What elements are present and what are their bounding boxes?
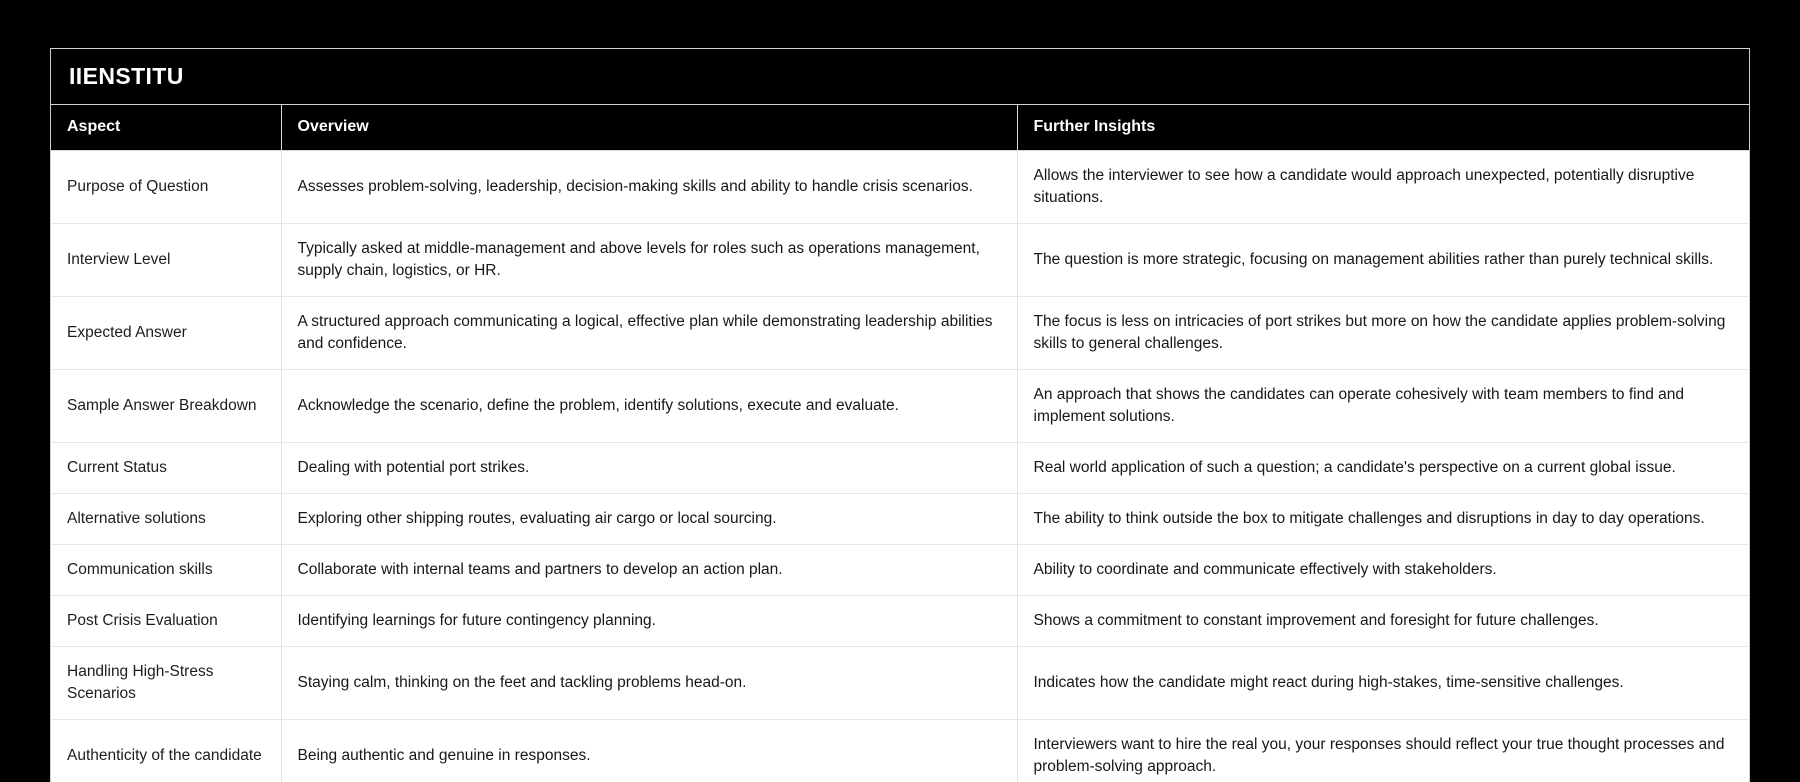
table-row <box>51 443 1749 494</box>
table-body <box>51 151 1749 782</box>
cell-insights: Allows the interviewer to see how a candidate would approach unexpected, potentially disruptive situations. <box>1017 151 1749 224</box>
brand-header <box>51 49 1749 105</box>
cell-overview: Exploring other shipping routes, evaluating air cargo or local sourcing. <box>281 494 1017 545</box>
cell-overview: Assesses problem-solving, leadership, decision-making skills and ability to handle crisis scenarios. <box>281 151 1017 224</box>
cell-insights: The focus is less on intricacies of port strikes but more on how the candidate applies problem-solving skills to general challenges. <box>1017 297 1749 370</box>
cell-aspect: Alternative solutions <box>51 494 281 545</box>
cell-overview: Being authentic and genuine in responses. <box>281 720 1017 782</box>
cell-aspect: Purpose of Question <box>51 151 281 224</box>
table-row <box>51 596 1749 647</box>
cell-overview: Dealing with potential port strikes. <box>281 443 1017 494</box>
cell-overview: Typically asked at middle-management and above levels for roles such as operations management, supply chain, logistics, or HR. <box>281 224 1017 297</box>
cell-overview: A structured approach communicating a logical, effective plan while demonstrating leadership abilities and confidence. <box>281 297 1017 370</box>
cell-insights: The question is more strategic, focusing on management abilities rather than purely technical skills. <box>1017 224 1749 297</box>
cell-overview: Staying calm, thinking on the feet and tackling problems head-on. <box>281 647 1017 720</box>
table-row <box>51 297 1749 370</box>
table-row <box>51 545 1749 596</box>
column-header-aspect: Aspect <box>51 105 281 151</box>
cell-insights: Indicates how the candidate might react during high-stakes, time-sensitive challenges. <box>1017 647 1749 720</box>
table-row <box>51 370 1749 443</box>
cell-aspect: Interview Level <box>51 224 281 297</box>
cell-aspect: Authenticity of the candidate <box>51 720 281 782</box>
cell-overview: Collaborate with internal teams and partners to develop an action plan. <box>281 545 1017 596</box>
cell-overview: Acknowledge the scenario, define the problem, identify solutions, execute and evaluate. <box>281 370 1017 443</box>
table-row <box>51 720 1749 782</box>
cell-aspect: Communication skills <box>51 545 281 596</box>
table-row <box>51 151 1749 224</box>
cell-insights: Ability to coordinate and communicate effectively with stakeholders. <box>1017 545 1749 596</box>
info-table-card <box>50 48 1750 782</box>
aspects-table <box>51 105 1749 782</box>
table-header-row <box>51 105 1749 151</box>
cell-aspect: Handling High-Stress Scenarios <box>51 647 281 720</box>
cell-aspect: Post Crisis Evaluation <box>51 596 281 647</box>
cell-aspect: Current Status <box>51 443 281 494</box>
column-header-overview: Overview <box>281 105 1017 151</box>
cell-insights: The ability to think outside the box to mitigate challenges and disruptions in day to day operations. <box>1017 494 1749 545</box>
cell-insights: Shows a commitment to constant improvement and foresight for future challenges. <box>1017 596 1749 647</box>
cell-insights: An approach that shows the candidates can operate cohesively with team members to find and implement solutions. <box>1017 370 1749 443</box>
cell-insights: Real world application of such a question; a candidate's perspective on a current global issue. <box>1017 443 1749 494</box>
table-header <box>51 105 1749 151</box>
table-row <box>51 224 1749 297</box>
cell-aspect: Expected Answer <box>51 297 281 370</box>
table-row <box>51 647 1749 720</box>
cell-insights: Interviewers want to hire the real you, your responses should reflect your true thought processes and problem-solving approach. <box>1017 720 1749 782</box>
cell-overview: Identifying learnings for future contingency planning. <box>281 596 1017 647</box>
table-row <box>51 494 1749 545</box>
column-header-further-insights: Further Insights <box>1017 105 1749 151</box>
cell-aspect: Sample Answer Breakdown <box>51 370 281 443</box>
brand-title: IIENSTITU <box>69 63 184 89</box>
